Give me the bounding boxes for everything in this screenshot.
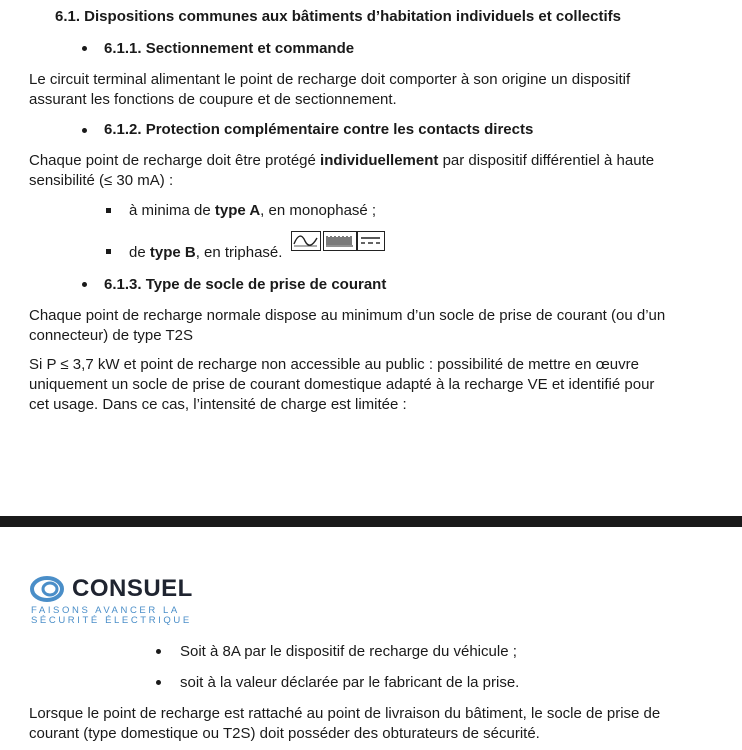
logo-tagline: FAISONS AVANCER LA: [31, 605, 180, 616]
emphasis-text: individuellement: [320, 152, 439, 169]
subsection-heading-613: 6.1.3. Type de socle de prise de courant: [104, 276, 387, 293]
list-item: soit à la valeur déclarée par le fabricant de la prise.: [180, 674, 520, 691]
dc-symbol-icon: [357, 231, 385, 251]
logo-tagline: SÉCURITÉ ÉLECTRIQUE: [31, 615, 192, 626]
text-span: , en monophasé ;: [260, 202, 377, 219]
paragraph-line: cet usage. Dans ce cas, l’intensité de charge est limitée :: [29, 396, 407, 413]
subsection-heading-612: 6.1.2. Protection complémentaire contre les contacts directs: [104, 121, 534, 138]
paragraph-line: Le circuit terminal alimentant le point de recharge doit comporter à son origine un dispositif: [29, 71, 631, 88]
text-span: Chaque point de recharge doit être protégé: [29, 152, 321, 169]
section-heading: 6.1. Dispositions communes aux bâtiments d’habitation individuels et collectifs: [55, 8, 621, 25]
bullet-icon: [82, 282, 87, 287]
list-item: Soit à 8A par le dispositif de recharge du véhicule ;: [180, 643, 517, 660]
list-item: [129, 201, 376, 221]
emphasis-text: type B: [149, 244, 196, 261]
square-bullet-icon: [106, 249, 111, 254]
square-bullet-icon: [106, 208, 111, 213]
paragraph-line: uniquement un socle de prise de courant domestique adapté à la recharge VE et identifié pour: [29, 376, 655, 393]
page-break-divider: [0, 516, 742, 527]
bullet-icon: [156, 680, 161, 685]
ac-sine-symbol-icon: [291, 231, 321, 251]
list-item: [129, 243, 282, 263]
paragraph-line: Lorsque le point de recharge est rattaché au point de livraison du bâtiment, le socle de prise de: [29, 705, 661, 722]
paragraph-line: Si P ≤ 3,7 kW et point de recharge non accessible au public : possibilité de mettre en œuvre: [29, 356, 639, 373]
paragraph-line: assurant les fonctions de coupure et de sectionnement.: [29, 91, 397, 108]
text-span: de: [129, 244, 150, 261]
paragraph-line: sensibilité (≤ 30 mA) :: [29, 172, 174, 189]
bullet-icon: [82, 128, 87, 133]
text-span: à minima de: [129, 202, 215, 219]
emphasis-text: type A: [214, 202, 261, 219]
paragraph-line: Chaque point de recharge normale dispose au minimum d’un socle de prise de courant (ou d’un: [29, 307, 666, 324]
text-span: , en triphasé.: [195, 244, 283, 261]
paragraph-line: courant (type domestique ou T2S) doit posséder des obturateurs de sécurité.: [29, 725, 540, 742]
consuel-logo-text: CONSUEL: [72, 575, 193, 602]
paragraph-line: [29, 151, 654, 171]
text-span: par dispositif différentiel à haute: [438, 152, 655, 169]
bullet-icon: [82, 46, 87, 51]
consuel-logo-icon: [30, 576, 65, 602]
pulsating-dc-symbol-icon: [323, 231, 357, 251]
paragraph-line: connecteur) de type T2S: [29, 327, 193, 344]
subsection-heading-611: 6.1.1. Sectionnement et commande: [104, 40, 355, 57]
bullet-icon: [156, 649, 161, 654]
